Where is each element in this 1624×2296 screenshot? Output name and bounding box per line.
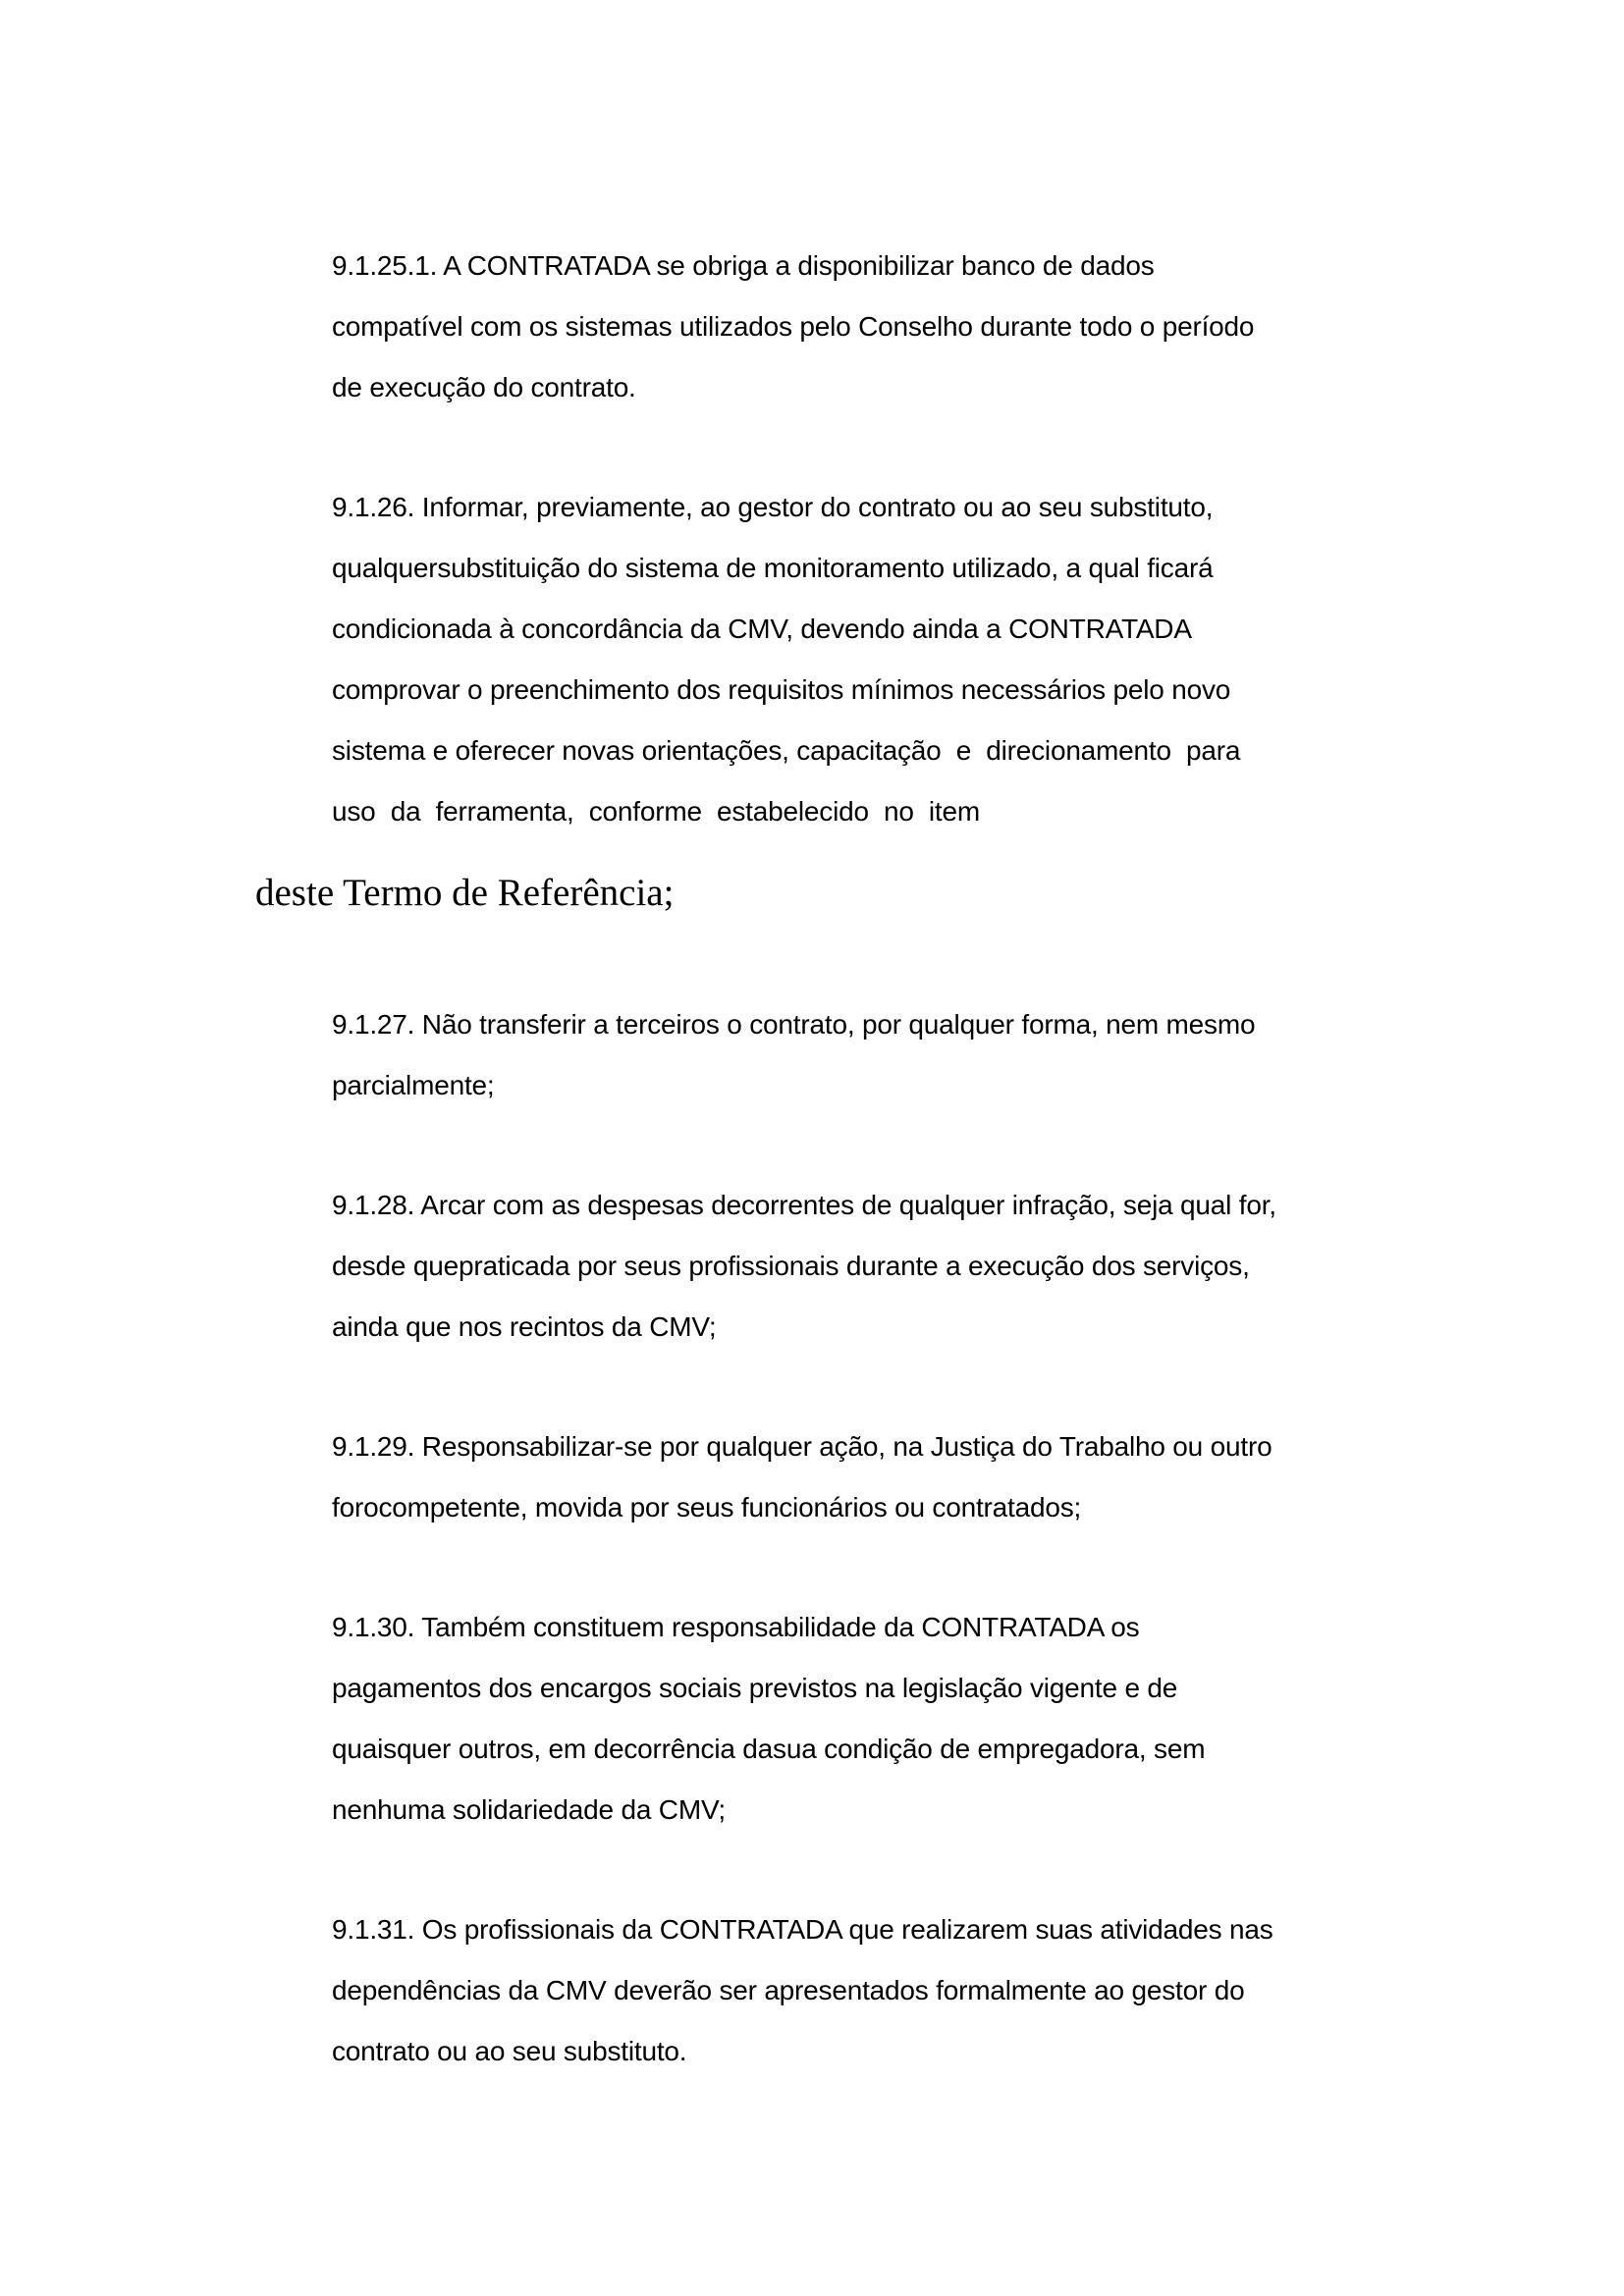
text-line: 9.1.26. Informar, previamente, ao gestor do contrato ou ao seu substituto, (332, 492, 1214, 522)
text-line: sistema e oferecer novas orientações, capacitação e direcionamento para (332, 735, 1241, 766)
text-line: uso da ferramenta, conforme estabelecido no item (332, 796, 980, 827)
text-line: deste Termo de Referência; (255, 872, 675, 914)
text-line: desde quepraticada por seus profissionais durante a execução dos serviços, (332, 1251, 1250, 1281)
text-line: compatível com os sistemas utilizados pelo Conselho durante todo o período (332, 311, 1255, 342)
text-line: de execução do contrato. (332, 372, 636, 402)
text-line: dependências da CMV deverão ser apresentados formalmente ao gestor do (332, 1975, 1245, 2005)
text-line: qualquersubstituição do sistema de monitoramento utilizado, a qual ficará (332, 553, 1214, 583)
paragraph-9-1-28 (332, 1175, 1353, 1358)
text-line: nenhuma solidariedade da CMV; (332, 1794, 726, 1825)
text-line: pagamentos dos encargos sociais previstos na legislação vigente e de (332, 1673, 1178, 1703)
text-line: condicionada à concordância da CMV, devendo ainda a CONTRATADA (332, 614, 1192, 644)
paragraph-9-1-30 (332, 1597, 1353, 1841)
text-line: comprovar o preenchimento dos requisitos mínimos necessários pelo novo (332, 674, 1231, 705)
text-line: parcialmente; (332, 1070, 495, 1100)
text-line: 9.1.25.1. A CONTRATADA se obriga a disponibilizar banco de dados (332, 250, 1155, 281)
text-line: 9.1.31. Os profissionais da CONTRATADA que realizarem suas atividades nas (332, 1914, 1273, 1945)
paragraph-9-1-25-1 (332, 236, 1353, 418)
text-line: ainda que nos recintos da CMV; (332, 1311, 717, 1342)
paragraph-9-1-29 (332, 1416, 1353, 1538)
paragraph-9-1-27 (332, 994, 1353, 1116)
document-content (255, 236, 1353, 2141)
reference-note (255, 863, 1353, 924)
text-line: 9.1.30. Também constituem responsabilidade da CONTRATADA os (332, 1612, 1140, 1642)
text-line: 9.1.27. Não transferir a terceiros o contrato, por qualquer forma, nem mesmo (332, 1009, 1256, 1040)
paragraph-9-1-31 (332, 1899, 1353, 2082)
text-line: 9.1.28. Arcar com as despesas decorrentes de qualquer infração, seja qual for, (332, 1190, 1276, 1220)
text-line: 9.1.29. Responsabilizar-se por qualquer ação, na Justiça do Trabalho ou outro (332, 1431, 1272, 1462)
text-line: quaisquer outros, em decorrência dasua condição de empregadora, sem (332, 1734, 1206, 1764)
text-line: forocompetente, movida por seus funcionários ou contratados; (332, 1492, 1082, 1522)
paragraph-9-1-26 (332, 477, 1353, 842)
text-line: contrato ou ao seu substituto. (332, 2036, 687, 2066)
